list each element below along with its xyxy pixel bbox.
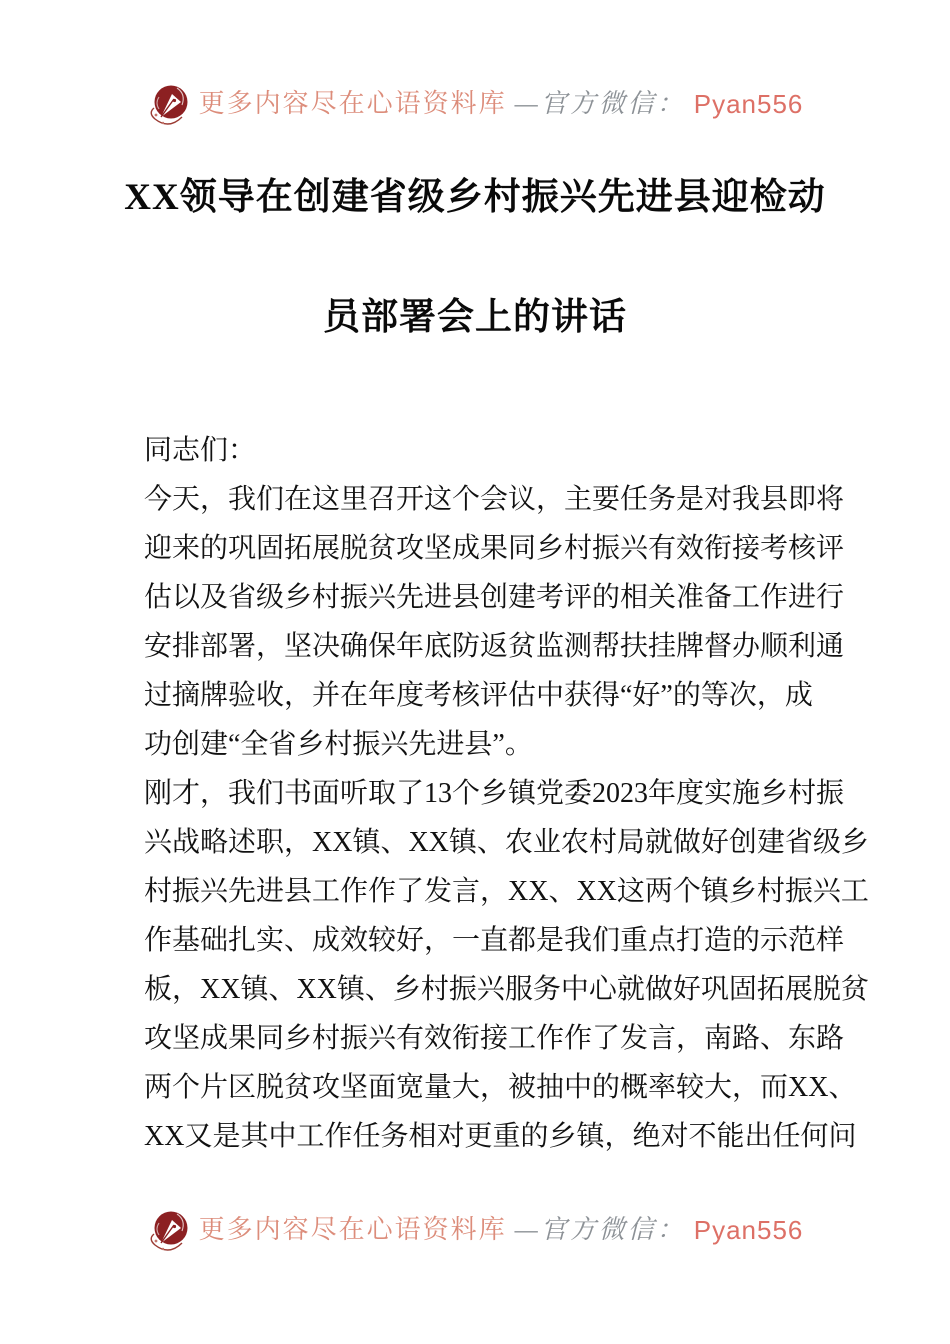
body-line: 功创建“全省乡村振兴先进县”。 [144, 729, 533, 760]
brand-wechat-label: —官方微信： [514, 1215, 686, 1244]
document-title-line-2: 员部署会上的讲话 [323, 297, 627, 338]
body-line: 村振兴先进县工作作了发言，XX、XX这两个镇乡村振兴工 [144, 876, 869, 907]
body-line: 同志们： [144, 435, 257, 466]
body-line: 刚才，我们书面听取了13个乡镇党委2023年度实施乡村振 [144, 778, 845, 809]
brand-slogan-text: 更多内容尽在心语资料库 [198, 89, 507, 118]
pen-circle-logo-icon [147, 1207, 191, 1257]
brand-wechat-id: Pyan556 [693, 89, 804, 119]
brand-wechat-label: —官方微信： [514, 89, 686, 118]
body-line: 安排部署，坚决确保年底防返贫监测帮扶挂牌督办顺利通 [144, 631, 845, 662]
footer-brand [0, 1202, 950, 1258]
brand-slogan-text: 更多内容尽在心语资料库 [198, 1215, 507, 1244]
body-line: 两个片区脱贫攻坚面宽量大，被抽中的概率较大，而XX、 [144, 1072, 857, 1103]
body-line: 今天，我们在这里召开这个会议，主要任务是对我县即将 [144, 484, 845, 515]
document-title-line-1: XX领导在创建省级乡村振兴先进县迎检动 [124, 177, 826, 218]
body-line: 兴战略述职，XX镇、XX镇、农业农村局就做好创建省级乡 [144, 827, 869, 858]
body-line: XX又是其中工作任务相对更重的乡镇，绝对不能出任何问 [144, 1121, 857, 1152]
header-brand [0, 78, 950, 130]
document-body [144, 426, 869, 1161]
body-line: 攻坚成果同乡村振兴有效衔接工作作了发言，南路、东路 [144, 1023, 845, 1054]
body-line: 板，XX镇、XX镇、乡村振兴服务中心就做好巩固拓展脱贫 [144, 974, 869, 1005]
body-line: 过摘牌验收，并在年度考核评估中获得“好”的等次，成 [144, 680, 813, 711]
body-line: 估以及省级乡村振兴先进县创建考评的相关准备工作进行 [144, 582, 845, 613]
document-title [0, 138, 950, 378]
body-line: 迎来的巩固拓展脱贫攻坚成果同乡村振兴有效衔接考核评 [144, 533, 845, 564]
pen-circle-logo-icon [147, 81, 191, 131]
body-line: 作基础扎实、成效较好，一直都是我们重点打造的示范样 [144, 925, 845, 956]
brand-wechat-id: Pyan556 [693, 1215, 804, 1245]
